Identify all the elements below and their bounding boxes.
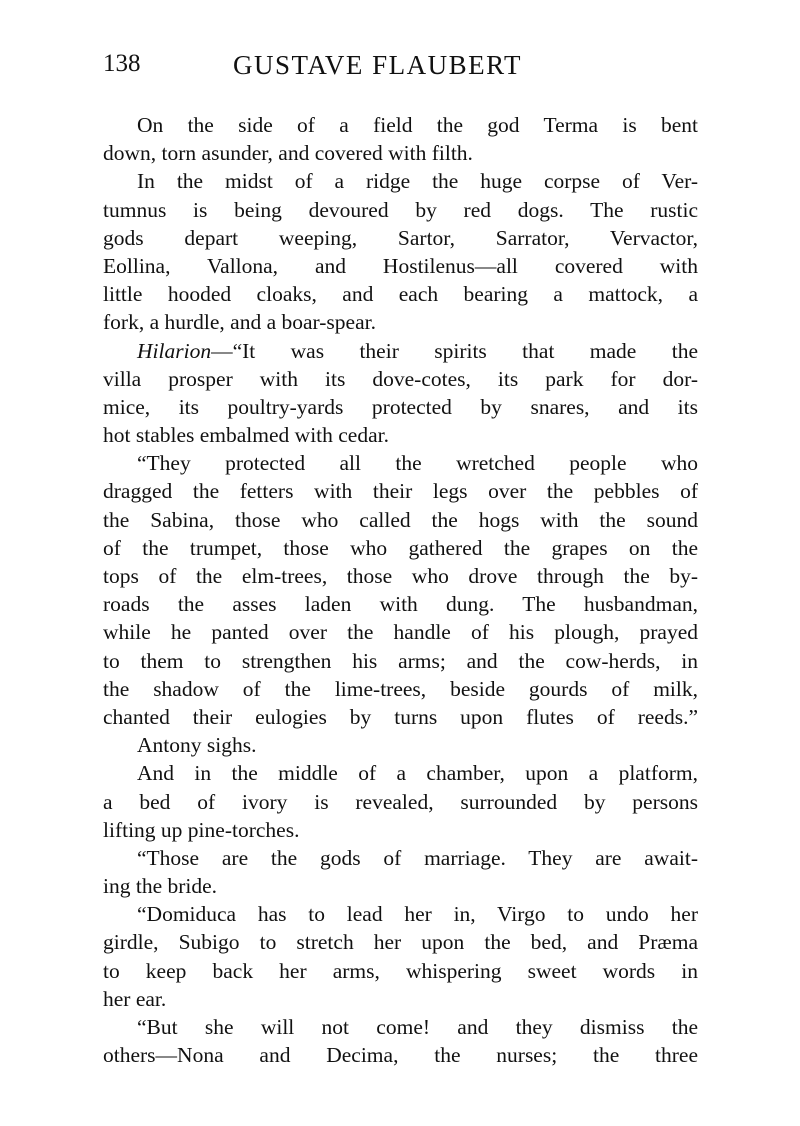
- text-line: [103, 928, 698, 956]
- text-line: [103, 477, 698, 505]
- text-line: [103, 816, 698, 844]
- text-line: [103, 393, 698, 421]
- running-title: GUSTAVE FLAUBERT: [233, 50, 522, 80]
- line-text: fork, a hurdle, and a boar-spear.: [103, 310, 376, 335]
- page-body-text: [103, 111, 698, 1069]
- text-line: [103, 759, 698, 787]
- text-line: [103, 590, 698, 618]
- text-line: [103, 421, 698, 449]
- line-text: gods depart weeping, Sartor, Sarrator, Vervactor,: [103, 225, 698, 250]
- text-line: [103, 788, 698, 816]
- line-text: of the trumpet, those who gathered the grapes on the: [103, 535, 698, 560]
- text-line: [103, 647, 698, 675]
- text-line: [103, 900, 698, 928]
- line-text: Eollina, Vallona, and Hostilenus—all covered with: [103, 253, 698, 278]
- line-text: the shadow of the lime-trees, beside gourds of milk,: [103, 676, 698, 701]
- line-text: her ear.: [103, 986, 167, 1011]
- line-text: chanted their eulogies by turns upon flutes of reeds.”: [103, 704, 698, 729]
- line-text: “But she will not come! and they dismiss the: [137, 1015, 698, 1039]
- line-text: little hooded cloaks, and each bearing a mattock, a: [103, 282, 698, 307]
- text-line: [103, 731, 698, 759]
- line-text: down, torn asunder, and covered with filth.: [103, 141, 473, 166]
- text-line: [103, 562, 698, 590]
- text-line: [103, 872, 698, 900]
- text-line: [103, 196, 698, 224]
- text-line: [103, 957, 698, 985]
- text-line: [103, 167, 698, 195]
- line-text: to keep back her arms, whispering sweet words in: [103, 958, 698, 983]
- line-text: to them to strengthen his arms; and the cow-herds, in: [103, 648, 698, 673]
- line-text: tops of the elm-trees, those who drove through the by-: [103, 564, 698, 588]
- text-line: [103, 618, 698, 646]
- line-text: hot stables embalmed with cedar.: [103, 423, 389, 448]
- text-line: [103, 675, 698, 703]
- page-number: 138: [103, 50, 141, 77]
- line-text: lifting up pine-torches.: [103, 817, 300, 842]
- page-header: [103, 50, 573, 86]
- text-line: [103, 224, 698, 252]
- line-text: “Domiduca has to lead her in, Virgo to undo her: [137, 902, 698, 927]
- speaker-name: Hilarion: [137, 338, 212, 363]
- text-line: [103, 449, 698, 477]
- text-line: [103, 1013, 698, 1041]
- line-text: dragged the fetters with their legs over the pebbles of: [103, 479, 698, 504]
- text-line: [103, 308, 698, 336]
- text-line: [103, 1041, 698, 1069]
- text-line: [103, 111, 698, 139]
- line-text: a bed of ivory is revealed, surrounded by persons: [103, 789, 698, 814]
- line-text: Antony sighs.: [137, 733, 257, 758]
- text-line: [103, 365, 698, 393]
- line-text: villa prosper with its dove-cotes, its park for dor-: [103, 366, 698, 391]
- text-line: [103, 703, 698, 731]
- line-text: roads the asses laden with dung. The husbandman,: [103, 592, 698, 617]
- text-line: [103, 985, 698, 1013]
- text-line: [103, 844, 698, 872]
- line-text: mice, its poultry-yards protected by snares, and its: [103, 394, 698, 419]
- line-text: the Sabina, those who called the hogs with the sound: [103, 507, 698, 532]
- line-text: On the side of a field the god Terma is bent: [137, 113, 698, 137]
- line-text: tumnus is being devoured by red dogs. The rustic: [103, 197, 698, 222]
- line-text: ing the bride.: [103, 874, 218, 899]
- line-text: In the midst of a ridge the huge corpse of Ver-: [137, 169, 698, 194]
- line-text: while he panted over the handle of his plough, prayed: [103, 620, 698, 645]
- text-line: [103, 534, 698, 562]
- line-text: —“It was their spirits that made the: [211, 338, 698, 363]
- text-line: [103, 252, 698, 280]
- text-line: [103, 506, 698, 534]
- line-text: girdle, Subigo to stretch her upon the bed, and Præma: [103, 930, 698, 955]
- text-line: [103, 280, 698, 308]
- line-text: “They protected all the wretched people who: [137, 451, 698, 476]
- line-text: “Those are the gods of marriage. They are await-: [137, 845, 698, 870]
- line-text: others—Nona and Decima, the nurses; the three: [103, 1043, 698, 1068]
- line-text: And in the middle of a chamber, upon a platform,: [137, 761, 698, 786]
- text-line: [103, 139, 698, 167]
- text-line: [103, 337, 698, 365]
